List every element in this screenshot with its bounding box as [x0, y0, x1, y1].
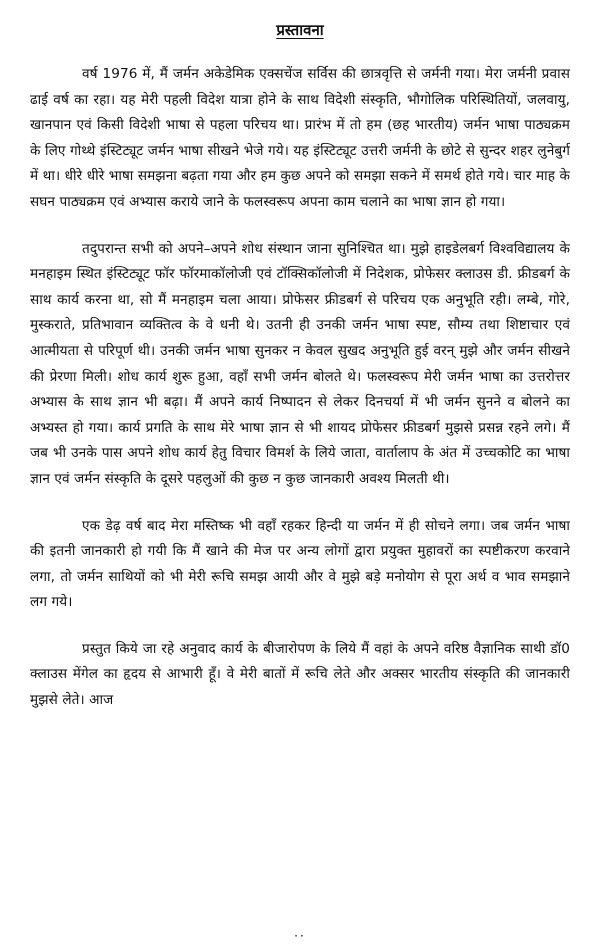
document-body: [30, 62, 570, 735]
paragraph-4: प्रस्तुत किये जा रहे अनुवाद कार्य के बीजारोपण के लिये मैं वहां के अपने वरिष्ठ वैज्ञानिक साथी डॉ0 क्लाउस मेंगेल का हृदय से आभारी हूँ। वे मेरी बातों में रूचि लेते और अक्सर भारतीय संस्कृति की जानकारी मुझसे लेते। आज: [30, 640, 570, 709]
paragraph-1: वर्ष 1976 में, मैं जर्मन अकेडेमिक एक्सचेंज सर्विस की छात्रवृत्ति से जर्मनी गया। मेरा जर्मनी प्रवास ढाई वर्ष का रहा। यह मेरी पहली विदेश यात्रा होने के साथ विदेशी संस्कृति, भौगोलिक परिस्थितियों, जलवायु, खानपान एवं किसी विदेशी भाषा से पहला परिचय था। प्रारंभ में तो हम (छह भारतीय) जर्मन भाषा पाठ्यक्रम के लिए गोथ्थे इंस्टिट्यूट जर्मन भाषा सीखने भेजे गये। यह इंस्टिट्यूट उत्तरी जर्मनी के छोटे से सुन्दर शहर लुनेबुर्ग में था। धीरे धीरे भाषा समझना बढ़ता गया और हम कुछ अपने को समझा सकने में समर्थ होते गये। चार माह के सघन पाठ्यक्रम एवं अभ्यास कराये जाने के फलस्वरूप अपना काम चलाने का भाषा ज्ञान हो गया।: [30, 66, 570, 210]
page-marker: ··: [294, 929, 306, 943]
paragraph-3: एक डेढ़ वर्ष बाद मेरा मस्तिष्क भी वहाँ रहकर हिन्दी या जर्मन में ही सोचने लगा। जब जर्मन भाषा की इतनी जानकारी हो गयी कि मैं खाने की मेज पर अन्य लोगों द्वारा प्रयुक्त मुहावरों का स्पष्टीकरण करवाने लगा, तो जर्मन साथियों को भी मेरी रूचि समझ आयी और वे मुझे बड़े मनोयोग से पूरा अर्थ व भाव समझाने लग गये।: [30, 517, 570, 611]
page-title-text: प्रस्तावना: [276, 21, 324, 39]
page-title: [0, 18, 600, 42]
paragraph-2: तदुपरान्त सभी को अपने–अपने शोध संस्थान जाना सुनिश्चित था। मुझे हाइडेलबर्ग विश्वविद्यालय के मनहाइम स्थित इंस्टिट्यूट फॉर फॉरमाकॉलोजी एवं टॉक्सिकॉलोजी में निदेशक, प्रोफेसर क्लाउस डी. फ्रीडबर्ग के साथ कार्य करना था, सो मैं मनहाइम चला आया। प्रोफेसर फ्रीडबर्ग से परिचय एक अनुभूति रही। लम्बे, गोरे, मुस्कराते, प्रतिभावान व्यक्तित्व के वे धनी थे। उतनी ही उनकी जर्मन भाषा स्पष्ट, सौम्य तथा शिष्टाचार एवं आत्मीयता से परिपूर्ण थी। उनकी जर्मन भाषा सुनकर न केवल सुखद अनुभूति हुई वरन् मुझे और जर्मन सीखने की प्रेरणा मिली। शोध कार्य शुरू हुआ, वहाँ सभी जर्मन बोलते थे। फलस्वरूप मेरी जर्मन भाषा का उत्तरोत्तर अभ्यास के साथ ज्ञान भी बढ़ा। मैं अपने कार्य निष्पादन से लेकर दिनचर्या में भी जर्मन सुनने व बोलने का अभ्यस्त हो गया। कार्य प्रगति के साथ मेरे भाषा ज्ञान से भी शायद प्रोफेसर फ्रीडबर्ग मुझसे प्रसन्न रहने लगे। मैं जब भी उनके पास अपने शोध कार्य हेतु विचार विमर्श के लिये जाता, वार्तालाप के अंत में उच्चकोटि का भाषा ज्ञान एवं जर्मन संस्कृति के दूसरे पहलुओं की कुछ न कुछ जानकारी अवश्य मिलती थी।: [30, 240, 570, 487]
